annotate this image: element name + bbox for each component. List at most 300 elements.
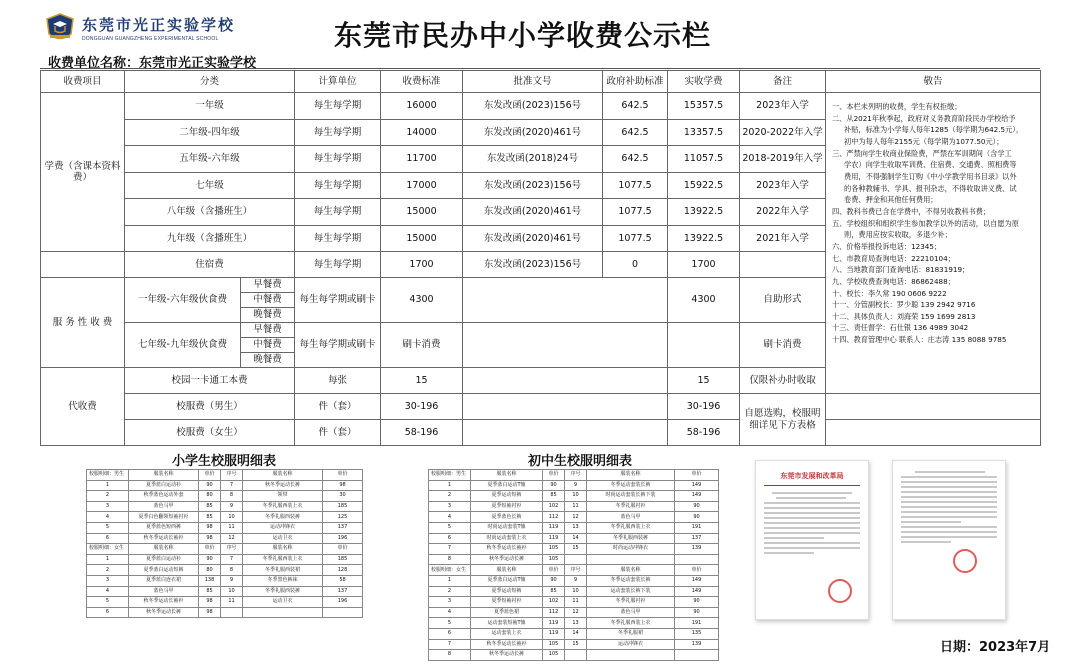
table-cell: 90	[543, 575, 565, 586]
standard-cell: 15000	[381, 225, 463, 252]
header-cell: 单价	[543, 470, 565, 481]
table-cell: 5	[87, 597, 129, 608]
red-seal-icon	[953, 549, 977, 573]
header-cell: 批准文号	[463, 71, 603, 93]
approval-cell: 东发改函(2023)156号	[463, 172, 603, 199]
table-cell: 135	[675, 628, 719, 639]
table-row	[429, 628, 719, 639]
table-cell: 11	[565, 501, 587, 512]
primary-uniform-table	[86, 469, 363, 618]
note-cell: 2023年入学	[740, 93, 826, 120]
empty-cell	[826, 394, 1041, 420]
standard-cell: 16000	[381, 93, 463, 120]
table-cell: 秋冬季运动长裤	[243, 480, 323, 491]
table-cell: 冬季礼服西装上衣	[587, 618, 675, 629]
table-cell: 时尚运动套装上衣	[471, 533, 543, 544]
standard-cell: 1700	[381, 252, 463, 278]
table-cell: 冬季礼服西装裤	[243, 512, 323, 523]
header-cell: 服装名称	[243, 470, 323, 481]
note-cell: 自愿选购，校服明细详见下方表格	[740, 394, 826, 446]
note-cell: 2020-2022年入学	[740, 119, 826, 146]
header-cell: 单价	[199, 544, 221, 555]
tuition-category: 学费（含课本资料费）	[41, 93, 125, 252]
table-row	[87, 480, 363, 491]
notice-line: 十、校长：李久常 190 0606 9222	[832, 288, 947, 298]
notice-line: 四、教科书费已含在学费中，不得另收教科书费；	[832, 206, 991, 216]
table-cell: 58	[323, 575, 363, 586]
standard-cell: 刷卡消费	[381, 323, 463, 368]
table-cell: 98	[199, 522, 221, 533]
table-cell: 185	[323, 501, 363, 512]
table-cell: 125	[323, 512, 363, 523]
table-cell: 10	[221, 512, 243, 523]
table-cell: 119	[543, 533, 565, 544]
table-cell: 15	[565, 639, 587, 650]
table-cell: 冬季礼服西装裙	[243, 565, 323, 576]
table-cell: 112	[543, 512, 565, 523]
table-cell: 夏季蓝白运动T恤	[471, 575, 543, 586]
header-cell: 收费项目	[41, 71, 125, 93]
table-cell: 105	[543, 639, 565, 650]
table-cell: 191	[675, 618, 719, 629]
table-row	[87, 501, 363, 512]
table-cell: 时尚运动冲锋衣	[587, 544, 675, 555]
notice-line: 二、从2021年秋季起，政府对义务教育阶段民办学校给予	[832, 113, 1016, 123]
standard-cell: 17000	[381, 172, 463, 199]
header-cell: 单价	[675, 470, 719, 481]
table-cell: 5	[429, 522, 471, 533]
unit-cell: 每生每学期	[295, 146, 381, 173]
notice-line: 则，费用应按实收取，多退少补；	[844, 230, 952, 240]
table-row	[429, 607, 719, 618]
meal-cell: 中餐费	[241, 338, 295, 353]
table-cell: 7	[221, 480, 243, 491]
table-cell: 105	[543, 554, 565, 565]
actual-cell: 13922.5	[668, 199, 740, 226]
unit-cell: 每生每学期	[295, 225, 381, 252]
table-cell: 运动冲锋衣	[243, 522, 323, 533]
class-cell: 一年级	[125, 93, 295, 120]
subsidy-cell: 1077.5	[603, 172, 668, 199]
table-row	[429, 618, 719, 629]
section-header-row	[87, 470, 363, 481]
table-cell: 98	[199, 533, 221, 544]
subsidy-cell: 1077.5	[603, 225, 668, 252]
table-cell: 119	[543, 522, 565, 533]
class-cell: 五年级-六年级	[125, 146, 295, 173]
header-cell: 实收学费	[668, 71, 740, 93]
table-cell: 6	[87, 533, 129, 544]
table-cell: 85	[199, 586, 221, 597]
table-cell: 夏季蓝色裙	[471, 607, 543, 618]
table-cell: 128	[323, 565, 363, 576]
table-cell: 蓝色马甲	[129, 586, 199, 597]
table-cell: 冬季运动套装长裤	[587, 575, 675, 586]
table-cell: 夏季短袖衬衫	[471, 597, 543, 608]
table-cell: 4	[87, 512, 129, 523]
approval-cell: 东发改函(2020)461号	[463, 225, 603, 252]
table-cell: 30	[323, 491, 363, 502]
table-cell: 139	[675, 639, 719, 650]
approval-cell	[463, 394, 668, 420]
table-cell: 119	[543, 628, 565, 639]
table-cell: 98	[199, 607, 221, 618]
table-cell: 149	[675, 575, 719, 586]
standard-cell: 11700	[381, 146, 463, 173]
table-cell: 3	[87, 575, 129, 586]
table-cell: 3	[429, 501, 471, 512]
actual-cell: 30-196	[668, 394, 740, 420]
agency-category: 代收费	[41, 368, 125, 446]
approval-document-2[interactable]	[892, 460, 1006, 620]
table-cell: 105	[543, 650, 565, 661]
header-cell: 序号	[221, 470, 243, 481]
page-title: 东莞市民办中小学收费公示栏	[334, 19, 712, 52]
table-cell: 8	[221, 565, 243, 576]
note-cell: 仅限补办时收取	[740, 368, 826, 394]
table-cell: 运动套装短袖T恤	[471, 618, 543, 629]
table-cell: 137	[323, 522, 363, 533]
class-cell: 二年级-四年级	[125, 119, 295, 146]
table-cell	[565, 650, 587, 661]
note-cell: 2021年入学	[740, 225, 826, 252]
primary-uniform-title: 小学生校服明细表	[172, 454, 277, 469]
table-cell: 138	[199, 575, 221, 586]
table-cell: 6	[429, 628, 471, 639]
notice-line: 十一、分管副校长：罗少聪 139 2942 9716	[832, 300, 976, 310]
table-cell: 119	[543, 618, 565, 629]
table-cell: 6	[87, 607, 129, 618]
table-cell: 11	[221, 522, 243, 533]
header-cell: 单价	[323, 544, 363, 555]
publish-date: 日期：2023年7月	[940, 640, 1051, 655]
header-cell: 服装名称	[129, 544, 199, 555]
table-cell: 12	[565, 607, 587, 618]
table-cell: 8	[429, 650, 471, 661]
table-row	[87, 522, 363, 533]
notice-line: 六、价格举报投诉电话：12345；	[832, 241, 942, 251]
table-cell: 冬季礼服西装裤	[243, 586, 323, 597]
standard-cell: 4300	[381, 278, 463, 323]
header-cell: 服装名称	[129, 470, 199, 481]
header-cell: 政府补助标准	[603, 71, 668, 93]
table-cell: 1	[87, 554, 129, 565]
table-cell: 2	[429, 491, 471, 502]
table-cell: 2	[87, 491, 129, 502]
class-cell: 九年级（含播班生）	[125, 225, 295, 252]
table-cell: 98	[323, 480, 363, 491]
standard-cell: 58-196	[381, 420, 463, 446]
notice-line: 十四、教育管理中心 联系人：庄志涛 135 8088 9785	[832, 335, 1007, 345]
table-cell: 冬季运动套装长裤	[587, 480, 675, 491]
notice-line: 三、严禁向学生收商业保险费，严禁在军训期间（含学工	[832, 148, 1012, 158]
table-cell: 2	[87, 565, 129, 576]
header-cell: 单价	[199, 470, 221, 481]
table-cell: 夏季蓝色短西裤	[129, 522, 199, 533]
table-cell: 冬季礼服西装上衣	[243, 501, 323, 512]
table-row	[87, 586, 363, 597]
class-cell: 住宿费	[125, 252, 295, 278]
table-cell: 9	[565, 480, 587, 491]
table-cell	[675, 650, 719, 661]
table-row	[429, 544, 719, 555]
table-cell: 冬季礼服裙	[587, 628, 675, 639]
table-cell: 5	[429, 618, 471, 629]
class-cell: 八年级（含播班生）	[125, 199, 295, 226]
subsidy-cell: 642.5	[603, 93, 668, 120]
notice-list	[832, 101, 1036, 346]
table-cell: 13	[565, 522, 587, 533]
table-cell	[587, 554, 675, 565]
actual-cell	[668, 323, 740, 368]
table-cell: 12	[221, 533, 243, 544]
table-cell: 运动卫衣	[243, 533, 323, 544]
table-row	[429, 480, 719, 491]
table-cell: 夏季白色翻领短袖衬衫	[129, 512, 199, 523]
table-cell: 98	[199, 597, 221, 608]
document-red-rule	[764, 485, 860, 486]
subsidy-cell: 642.5	[603, 119, 668, 146]
unit-cell: 每生每学期	[295, 199, 381, 226]
note-cell: 2018-2019年入学	[740, 146, 826, 173]
header-cell: 备注	[740, 71, 826, 93]
meal-cell: 早餐费	[241, 278, 295, 293]
table-row	[429, 639, 719, 650]
table-cell: 7	[221, 554, 243, 565]
table-cell	[221, 607, 243, 618]
table-cell: 112	[543, 607, 565, 618]
table-cell: 196	[323, 533, 363, 544]
table-cell: 5	[87, 522, 129, 533]
table-cell: 7	[429, 639, 471, 650]
approval-cell: 东发改函(2020)461号	[463, 119, 603, 146]
table-cell: 11	[221, 597, 243, 608]
table-cell: 1	[429, 575, 471, 586]
table-cell	[323, 607, 363, 618]
table-cell: 185	[323, 554, 363, 565]
table-cell: 149	[675, 480, 719, 491]
table-cell: 夏季运动短裤	[471, 491, 543, 502]
section-header-row	[429, 470, 719, 481]
table-cell: 秋冬季运动长裤	[471, 650, 543, 661]
meal-cell: 中餐费	[241, 293, 295, 308]
notice-line: 学农）向学生收取军训费、住宿费、交通费、照相费等	[844, 160, 1017, 170]
table-cell: 秋季蓝色运动外套	[129, 491, 199, 502]
table-cell: 1	[87, 480, 129, 491]
fee-table	[40, 70, 1041, 446]
table-cell: 3	[87, 501, 129, 512]
fee-unit-name: 收费单位名称：东莞市光正实验学校	[48, 56, 257, 71]
table-row	[87, 512, 363, 523]
table-cell: 149	[675, 586, 719, 597]
notice-line: 八、当地教育部门查询电话：81831919；	[832, 265, 970, 275]
approval-cell: 东发改函(2020)461号	[463, 199, 603, 226]
actual-cell: 4300	[668, 278, 740, 323]
table-cell	[565, 554, 587, 565]
actual-cell: 58-196	[668, 420, 740, 446]
table-cell: 3	[429, 597, 471, 608]
table-cell: 12	[565, 512, 587, 523]
class-cell: 七年级-九年级伙食费	[125, 323, 241, 368]
notice-line: 十三、责任督学：石仕银 136 4989 3042	[832, 323, 969, 333]
table-cell: 13	[565, 618, 587, 629]
table-cell: 90	[675, 607, 719, 618]
middle-uniform-title: 初中生校服明细表	[528, 454, 633, 469]
standard-cell: 30-196	[381, 394, 463, 420]
actual-cell: 15357.5	[668, 93, 740, 120]
unit-cell: 每生每学期	[295, 93, 381, 120]
actual-cell: 13922.5	[668, 225, 740, 252]
school-name-cn: 东莞市光正实验学校	[82, 16, 236, 34]
unit-cell: 件（套）	[295, 394, 381, 420]
notice-line: 初中为每人每年2155元（每学期为1077.50元）；	[844, 136, 1004, 146]
section-label: 校服明细：男生	[429, 470, 471, 481]
header-cell: 收费标准	[381, 71, 463, 93]
header-cell: 服装名称	[243, 544, 323, 555]
table-cell: 秋冬季运动长袖衫	[471, 544, 543, 555]
table-cell: 90	[199, 480, 221, 491]
unit-cell: 每生每学期或刷卡	[295, 278, 381, 323]
approval-cell	[463, 368, 668, 394]
note-cell: 2022年入学	[740, 199, 826, 226]
table-cell: 10	[565, 586, 587, 597]
table-cell: 冬季黑色裤袜	[243, 575, 323, 586]
table-row	[41, 93, 1041, 120]
table-row	[87, 565, 363, 576]
header-cell: 序号	[565, 565, 587, 576]
table-cell: 秋冬季运动长裤	[129, 607, 199, 618]
table-row	[429, 575, 719, 586]
header-cell: 敬告	[826, 71, 1041, 93]
table-cell: 冬季礼服西装上衣	[243, 554, 323, 565]
fee-table-header	[41, 71, 1041, 93]
table-cell: 蓝色马甲	[587, 607, 675, 618]
section-header-row	[429, 565, 719, 576]
table-cell: 105	[543, 544, 565, 555]
table-row	[429, 554, 719, 565]
unit-cell: 每生每学期	[295, 119, 381, 146]
table-cell: 冬季礼服西装上衣	[587, 522, 675, 533]
table-cell: 夏季蓝白运动衫	[129, 480, 199, 491]
notice-line: 一、本栏未列明的收费，学生有权拒缴；	[832, 102, 962, 111]
table-cell: 102	[543, 501, 565, 512]
table-cell: 196	[323, 597, 363, 608]
table-cell	[243, 607, 323, 618]
standard-cell: 14000	[381, 119, 463, 146]
table-cell: 7	[429, 544, 471, 555]
service-category: 服 务 性 收 费	[41, 278, 125, 368]
note-cell	[740, 252, 826, 278]
table-cell: 秋冬季运动长袖衫	[129, 533, 199, 544]
header-cell: 服装名称	[471, 565, 543, 576]
notice-line: 费用，不得强制学生订购《中小学教学用书目录》以外	[844, 171, 1017, 181]
table-cell: 冬季礼服衬衫	[587, 597, 675, 608]
table-cell: 夏季蓝白运动T恤	[471, 480, 543, 491]
notice-line: 九、学校收费查询电话：86862488；	[832, 276, 955, 286]
header-cell: 服装名称	[587, 565, 675, 576]
table-cell: 运动冲锋衣	[587, 639, 675, 650]
actual-cell: 15	[668, 368, 740, 394]
subsidy-cell: 1077.5	[603, 199, 668, 226]
table-cell: 137	[323, 586, 363, 597]
table-cell: 6	[429, 533, 471, 544]
notice-line: 卷费、押金和其他任何费用；	[844, 195, 938, 205]
header-cell: 分类	[125, 71, 295, 93]
section-label: 校服明细：女生	[429, 565, 471, 576]
table-row	[87, 554, 363, 565]
unit-cell: 每张	[295, 368, 381, 394]
table-cell: 85	[199, 512, 221, 523]
table-cell: 夏季蓝白连衣裙	[129, 575, 199, 586]
class-cell: 校服费（女生）	[125, 420, 295, 446]
table-cell: 90	[199, 554, 221, 565]
meal-cell: 晚餐费	[241, 353, 295, 368]
actual-cell: 13357.5	[668, 119, 740, 146]
table-cell: 运动套装长裤下装	[587, 586, 675, 597]
table-cell: 蓝色马甲	[587, 512, 675, 523]
table-cell: 9	[565, 575, 587, 586]
table-cell: 时尚运动套装T恤	[471, 522, 543, 533]
table-row	[429, 597, 719, 608]
note-cell: 刷卡消费	[740, 323, 826, 368]
header-cell: 单价	[543, 565, 565, 576]
table-cell: 137	[675, 533, 719, 544]
empty-cell	[826, 420, 1041, 446]
table-cell: 领带	[243, 491, 323, 502]
middle-uniform-table	[428, 469, 719, 661]
table-cell: 9	[221, 575, 243, 586]
header-cell: 单价	[675, 565, 719, 576]
table-row	[41, 394, 1041, 420]
table-cell: 夏季短袖衬衫	[471, 501, 543, 512]
table-cell: 14	[565, 628, 587, 639]
table-cell: 149	[675, 491, 719, 502]
table-cell: 冬季礼服西装裤	[587, 533, 675, 544]
notice-line: 十二、具体负责人：刘海荣 159 1699 2813	[832, 311, 976, 321]
table-row	[429, 501, 719, 512]
table-row	[429, 522, 719, 533]
document-header: 东莞市发展和改革局	[780, 472, 844, 480]
table-cell: 139	[675, 544, 719, 555]
approval-cell: 东发改函(2018)24号	[463, 146, 603, 173]
approval-document-1[interactable]	[755, 460, 869, 620]
table-cell: 10	[565, 491, 587, 502]
approval-cell: 东发改函(2023)156号	[463, 93, 603, 120]
table-cell: 9	[221, 501, 243, 512]
actual-cell: 11057.5	[668, 146, 740, 173]
note-cell: 自助形式	[740, 278, 826, 323]
table-cell: 14	[565, 533, 587, 544]
school-crest-icon	[44, 12, 76, 44]
notice-line: 七、市教育局查询电话：22210104；	[832, 253, 955, 263]
approval-cell: 东发改函(2023)156号	[463, 252, 603, 278]
notice-line: 补贴，标准为小学每人每年1285（每学期为642.5元），	[844, 125, 1024, 135]
table-cell: 80	[199, 491, 221, 502]
standard-cell: 15	[381, 368, 463, 394]
table-cell: 2	[429, 586, 471, 597]
header-cell: 单价	[323, 470, 363, 481]
class-cell: 校服费（男生）	[125, 394, 295, 420]
table-row	[41, 420, 1041, 446]
section-header-row	[87, 544, 363, 555]
table-cell: 4	[87, 586, 129, 597]
table-cell: 90	[675, 501, 719, 512]
table-row	[87, 533, 363, 544]
table-cell: 秋冬季运动长袖衫	[471, 639, 543, 650]
table-cell: 冬季礼服衬衫	[587, 501, 675, 512]
table-cell: 夏季蓝色长裤	[471, 512, 543, 523]
standard-cell: 15000	[381, 199, 463, 226]
